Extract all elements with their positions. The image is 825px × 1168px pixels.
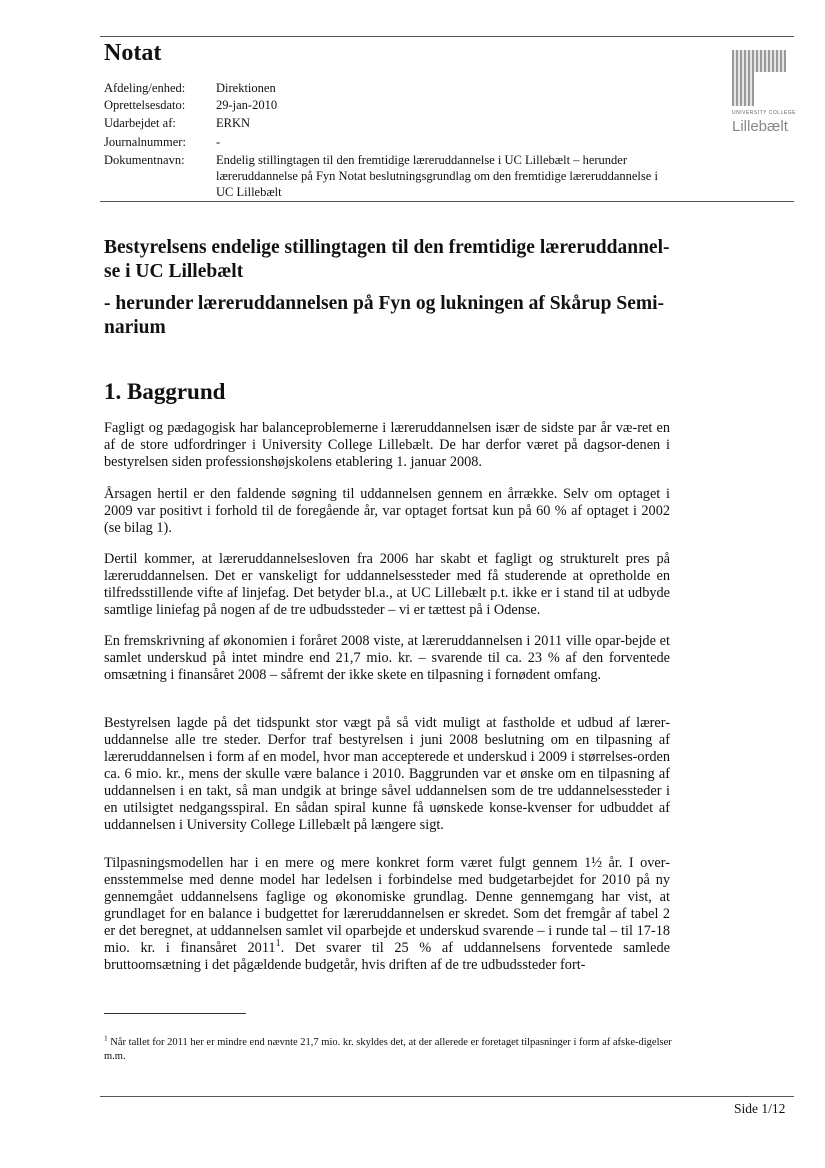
footnote-ref: 1 (275, 938, 281, 950)
meta-label-author: Udarbejdet af: (104, 116, 176, 130)
meta-label-docname: Dokumentnavn: (104, 153, 185, 167)
paragraph: Fagligt og pædagogisk har balanceproblemerne i læreruddannelsen især de sidste par år væ-ret en af de store udfordringer i University College Lillebælt. De har derfor været på dagsor-denen i bestyrelsen siden professionshøjskolens etablering 1. januar 2008. (104, 420, 670, 470)
meta-value-journal: - (216, 135, 221, 149)
paragraph-last-text: Tilpasningsmodellen har i en mere og mere konkret form været fulgt gennem 1½ år. I over-ensstemmelse med denne model har ledelsen i forbindelse med budgetarbejdet for 2010 på ny gennemgået uddannelsens faglige og økonomiske grundlag. Denne gennemgang har vist, at grundlaget for en balance i budgettet for læreruddannelsen er skredet. Som det fremgår af tabel 2 er det beregnet, at uddannelsen samlet vil oparbejde et underskud svarende – i runde tal – til 17-18 mio. kr. i finansåret 2011 (104, 855, 670, 956)
main-heading: Bestyrelsens endelige stillingtagen til den fremtidige læreruddannel-se i UC Lillebælt (104, 237, 670, 282)
paragraph: En fremskrivning af økonomien i foråret 2008 viste, at læreruddannelsen i 2011 ville opar-bejde et samlet underskud på intet mindre end 21,7 mio. kr. – svarende til ca. 23 % af den forventede omsætning i finansåret 2008 – såfremt der ikke skete en tilpasning i fornødent omfang. (104, 633, 670, 683)
section-title: Baggrund (127, 379, 226, 404)
section-number: 1. (104, 379, 122, 404)
section-heading (104, 379, 225, 405)
sub-heading: - herunder læreruddannelsen på Fyn og lukningen af Skårup Semi-narium (104, 293, 665, 338)
paragraph: Bestyrelsen lagde på det tidspunkt stor vægt på så vidt muligt at fastholde et udbud af lærer-uddannelse alle tre steder. Derfor traf bestyrelsen i juni 2008 beslutning om en tilpasning af læreruddannelsen i form af en model, hvor man accepterede et underskud i 2009 i størrelses-orden ca. 6 mio. kr., mens der skulle være balance i 2010. Baggrunden var et ønske om en tilpasning af uddannelsen i en takt, så man undgik at bringe såvel uddannelsen som de tre uddannelsessteder i en utilsigtet nedgangsspiral. En sådan spiral kunne få uønskede konse-kvenser for udbuddet af uddannelsen i University College Lillebælt på længere sigt. (104, 715, 670, 833)
paragraph-last-continuation: . Det svarer til 25 % af uddannelsens forventede samlede bruttoomsætning i det pågældende budgetår, hvis driften af de tre udbudssteder fort- (104, 940, 670, 973)
meta-label-journal: Journalnummer: (104, 135, 186, 149)
meta-label-department: Afdeling/enhed: (104, 81, 186, 95)
top-rule (100, 36, 794, 37)
meta-value-department: Direktionen (216, 81, 276, 95)
meta-label-created: Oprettelsesdato: (104, 98, 186, 112)
uc-lillebaelt-logo (732, 50, 794, 134)
footnote (104, 1033, 679, 1064)
header-rule (100, 201, 794, 202)
logo-small-text: UNIVERSITY COLLEGE (732, 110, 796, 116)
meta-value-author: ERKN (216, 116, 251, 130)
footnote-rule (104, 1013, 246, 1014)
paragraph: Årsagen hertil er den faldende søgning til uddannelsen gennem en årrække. Selv om optaget i 2009 var positivt i forhold til de foregående år, var optaget fortsat kun på 60 % af optaget i 2002 (se bilag 1). (104, 486, 670, 536)
footer-rule (100, 1096, 794, 1097)
paragraph-last (104, 855, 670, 974)
meta-value-docname: Endelig stillingtagen til den fremtidige læreruddannelse i UC Lillebælt – herunder læreruddannelse på Fyn Notat beslutningsgrundlag om den fremtidige læreruddannelse i UC Lillebælt (216, 153, 658, 199)
page-number: Side 1/12 (734, 1101, 786, 1116)
document-type-title: Notat (104, 40, 162, 66)
meta-value-created: 29-jan-2010 (216, 98, 278, 112)
footnote-text: Når tallet for 2011 her er mindre end nævnte 21,7 mio. kr. skyldes det, at der allerede er foretaget tilpasninger i form af afske-digelser m.m. (104, 1037, 672, 1062)
footnote-marker: 1 (104, 1033, 108, 1043)
logo-name: Lillebælt (732, 118, 788, 135)
paragraph: Dertil kommer, at læreruddannelsesloven fra 2006 har skabt et fagligt og strukturelt pres på læreruddannelsen. Det er vanskeligt for uddannelsessteder med få studerende at opretholde en tilfredsstillende vifte af linjefag. Det betyder bl.a., at UC Lillebælt p.t. ikke er i stand til at udbyde samtlige liniefag på nogen af de tre udbudssteder – vi er tættest på i Odense. (104, 551, 670, 618)
